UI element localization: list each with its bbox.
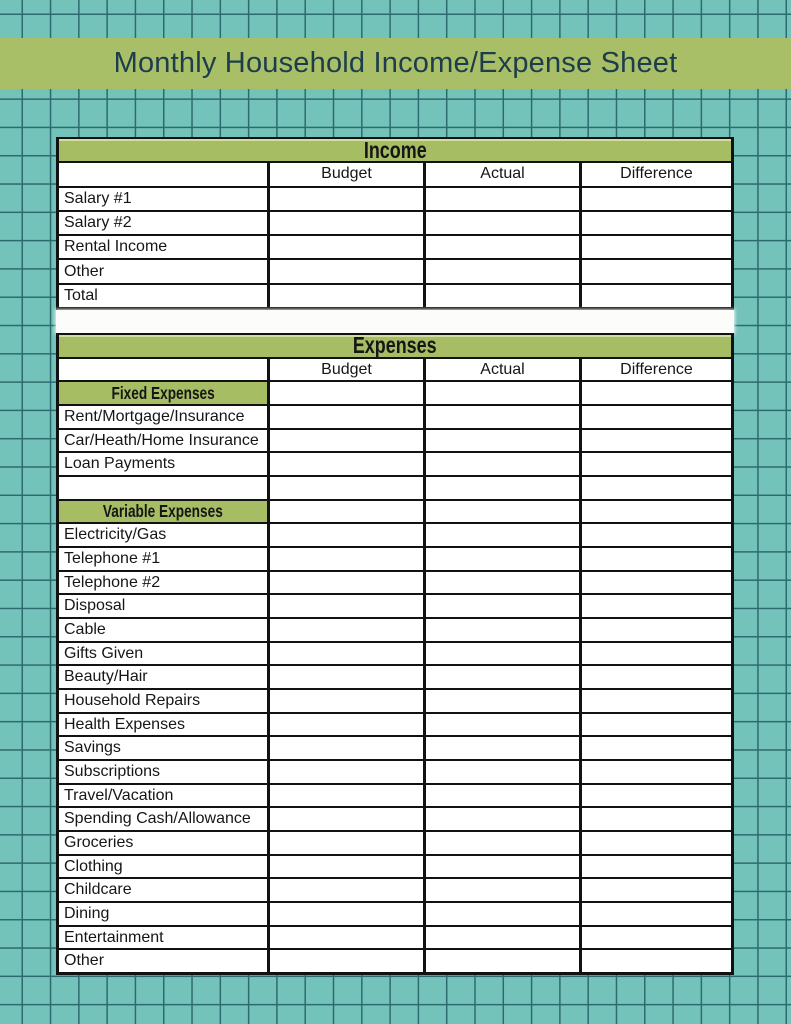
entry-cell-budget — [267, 927, 423, 949]
entry-cell-budget — [267, 572, 423, 594]
column-header-spacer-cell — [59, 359, 267, 381]
row-label-cell: Groceries — [64, 833, 134, 851]
row-label-cell: Disposal — [64, 597, 126, 615]
entry-cell-actual — [423, 285, 579, 307]
entry-cell-difference — [579, 619, 731, 641]
entry-cell-budget — [267, 856, 423, 878]
row-label-cell: Telephone #2 — [64, 573, 161, 591]
entry-cell-actual — [423, 477, 579, 499]
row-label-cell: Spending Cash/Allowance — [64, 810, 251, 828]
row-label-cell: Salary #2 — [64, 213, 132, 231]
table-row — [59, 258, 731, 282]
entry-cell-budget — [267, 643, 423, 665]
entry-cell-difference — [579, 501, 731, 523]
entry-cell-difference — [579, 666, 731, 688]
entry-cell-difference — [579, 285, 731, 307]
column-header-budget: Budget — [267, 163, 423, 185]
row-label-cell: Savings — [64, 739, 121, 757]
entry-cell-actual — [423, 595, 579, 617]
entry-cell-difference — [579, 714, 731, 736]
entry-cell-actual — [423, 785, 579, 807]
row-label-cell: Health Expenses — [64, 715, 185, 733]
column-header-actual: Actual — [423, 163, 579, 185]
entry-cell-difference — [579, 212, 731, 234]
entry-cell-budget — [267, 501, 423, 523]
entry-cell-actual — [423, 690, 579, 712]
row-label-cell: Childcare — [64, 881, 132, 899]
entry-cell-budget — [267, 737, 423, 759]
row-label-cell — [59, 477, 267, 499]
section-header-cell — [59, 382, 267, 404]
table-row — [59, 451, 731, 475]
column-header-difference: Difference — [579, 359, 731, 381]
entry-cell-actual — [423, 903, 579, 925]
entry-cell-budget — [267, 714, 423, 736]
row-label-cell: Other — [64, 262, 105, 280]
entry-cell-budget — [267, 406, 423, 428]
table-row — [59, 283, 731, 307]
entry-cell-actual — [423, 406, 579, 428]
entry-cell-actual — [423, 548, 579, 570]
entry-cell-actual — [423, 453, 579, 475]
row-label-cell: Dining — [64, 904, 110, 922]
entry-cell-budget — [267, 595, 423, 617]
table-title-row — [59, 136, 731, 163]
entry-cell-difference — [579, 903, 731, 925]
table-row — [59, 234, 731, 258]
row-label-cell: Electricity/Gas — [64, 526, 167, 544]
table-row — [59, 475, 731, 499]
section-header-label: Fixed Expenses — [111, 382, 215, 403]
entry-cell-budget — [267, 832, 423, 854]
entry-cell-budget — [267, 188, 423, 210]
row-label-cell: Travel/Vacation — [64, 786, 174, 804]
row-label-cell: Telephone #1 — [64, 549, 161, 567]
row-label-cell: Beauty/Hair — [64, 668, 148, 686]
entry-cell-actual — [423, 808, 579, 830]
table-title: Expenses — [353, 332, 437, 359]
entry-cell-budget — [267, 285, 423, 307]
column-header-difference: Difference — [579, 163, 731, 185]
entry-cell-actual — [423, 382, 579, 404]
table-row — [59, 688, 731, 712]
entry-cell-difference — [579, 548, 731, 570]
entry-cell-actual — [423, 927, 579, 949]
entry-cell-difference — [579, 236, 731, 258]
table-row — [59, 404, 731, 428]
entry-cell-budget — [267, 950, 423, 972]
entry-cell-difference — [579, 643, 731, 665]
row-label-cell: Clothing — [64, 857, 123, 875]
section-header-row — [59, 499, 731, 523]
entry-cell-difference — [579, 524, 731, 546]
table-row — [59, 593, 731, 617]
table-row — [59, 186, 731, 210]
table-row — [59, 570, 731, 594]
table-row — [59, 735, 731, 759]
entry-cell-difference — [579, 572, 731, 594]
table-row — [59, 617, 731, 641]
table-row — [59, 901, 731, 925]
entry-cell-actual — [423, 761, 579, 783]
entry-cell-actual — [423, 643, 579, 665]
entry-cell-budget — [267, 903, 423, 925]
entry-cell-actual — [423, 430, 579, 452]
entry-cell-budget — [267, 761, 423, 783]
entry-cell-difference — [579, 188, 731, 210]
entry-cell-actual — [423, 236, 579, 258]
title-banner — [0, 38, 791, 89]
table-row — [59, 854, 731, 878]
entry-cell-actual — [423, 737, 579, 759]
row-label-cell: Subscriptions — [64, 762, 161, 780]
entry-cell-difference — [579, 785, 731, 807]
entry-cell-difference — [579, 382, 731, 404]
section-header-cell — [59, 501, 267, 523]
entry-cell-budget — [267, 382, 423, 404]
entry-cell-actual — [423, 950, 579, 972]
page-title: Monthly Household Income/Expense Sheet — [113, 47, 678, 79]
entry-cell-difference — [579, 761, 731, 783]
table-row — [59, 712, 731, 736]
entry-cell-difference — [579, 927, 731, 949]
entry-cell-difference — [579, 808, 731, 830]
entry-cell-budget — [267, 430, 423, 452]
row-label-cell: Household Repairs — [64, 691, 201, 709]
entry-cell-budget — [267, 808, 423, 830]
table-row — [59, 783, 731, 807]
entry-cell-budget — [267, 548, 423, 570]
row-label-cell: Gifts Given — [64, 644, 144, 662]
row-label-cell: Salary #1 — [64, 189, 132, 207]
table-row — [59, 546, 731, 570]
entry-cell-budget — [267, 453, 423, 475]
column-header-row — [59, 357, 731, 381]
table-title: Income — [363, 136, 427, 163]
column-header-actual: Actual — [423, 359, 579, 381]
table-row — [59, 948, 731, 972]
entry-cell-difference — [579, 690, 731, 712]
income-table — [56, 137, 734, 310]
entry-cell-budget — [267, 879, 423, 901]
entry-cell-actual — [423, 572, 579, 594]
entry-cell-budget — [267, 619, 423, 641]
table-row — [59, 428, 731, 452]
entry-cell-actual — [423, 832, 579, 854]
row-label-cell: Cable — [64, 620, 106, 638]
table-row — [59, 641, 731, 665]
entry-cell-actual — [423, 714, 579, 736]
entry-cell-difference — [579, 477, 731, 499]
column-header-row — [59, 161, 731, 185]
entry-cell-budget — [267, 666, 423, 688]
column-header-spacer-cell — [59, 163, 267, 185]
entry-cell-difference — [579, 856, 731, 878]
entry-cell-difference — [579, 260, 731, 282]
table-row — [59, 210, 731, 234]
row-label-cell: Other — [64, 952, 105, 970]
entry-cell-difference — [579, 950, 731, 972]
entry-cell-budget — [267, 524, 423, 546]
entry-cell-budget — [267, 785, 423, 807]
row-label-cell: Rent/Mortgage/Insurance — [64, 407, 245, 425]
column-header-budget: Budget — [267, 359, 423, 381]
table-title-row — [59, 332, 731, 359]
table-row — [59, 664, 731, 688]
entry-cell-actual — [423, 524, 579, 546]
entry-cell-actual — [423, 501, 579, 523]
entry-cell-difference — [579, 737, 731, 759]
table-row — [59, 830, 731, 854]
section-header-label: Variable Expenses — [103, 501, 223, 522]
entry-cell-actual — [423, 879, 579, 901]
entry-cell-actual — [423, 212, 579, 234]
entry-cell-actual — [423, 856, 579, 878]
table-row — [59, 925, 731, 949]
row-label-cell: Rental Income — [64, 238, 168, 256]
entry-cell-actual — [423, 260, 579, 282]
entry-cell-actual — [423, 619, 579, 641]
section-header-row — [59, 380, 731, 404]
white-gap-band — [56, 310, 734, 333]
row-label-cell: Car/Heath/Home Insurance — [64, 431, 259, 449]
entry-cell-actual — [423, 666, 579, 688]
entry-cell-difference — [579, 832, 731, 854]
entry-cell-actual — [423, 188, 579, 210]
entry-cell-budget — [267, 690, 423, 712]
entry-cell-difference — [579, 453, 731, 475]
expenses-table — [56, 333, 734, 975]
entry-cell-difference — [579, 430, 731, 452]
entry-cell-budget — [267, 260, 423, 282]
row-label-cell: Total — [64, 286, 98, 304]
table-row — [59, 806, 731, 830]
entry-cell-budget — [267, 236, 423, 258]
entry-cell-difference — [579, 595, 731, 617]
entry-cell-difference — [579, 879, 731, 901]
table-row — [59, 877, 731, 901]
row-label-cell: Entertainment — [64, 928, 164, 946]
row-label-cell: Loan Payments — [64, 455, 176, 473]
entry-cell-difference — [579, 406, 731, 428]
table-row — [59, 759, 731, 783]
entry-cell-budget — [267, 212, 423, 234]
entry-cell-budget — [267, 477, 423, 499]
table-row — [59, 522, 731, 546]
